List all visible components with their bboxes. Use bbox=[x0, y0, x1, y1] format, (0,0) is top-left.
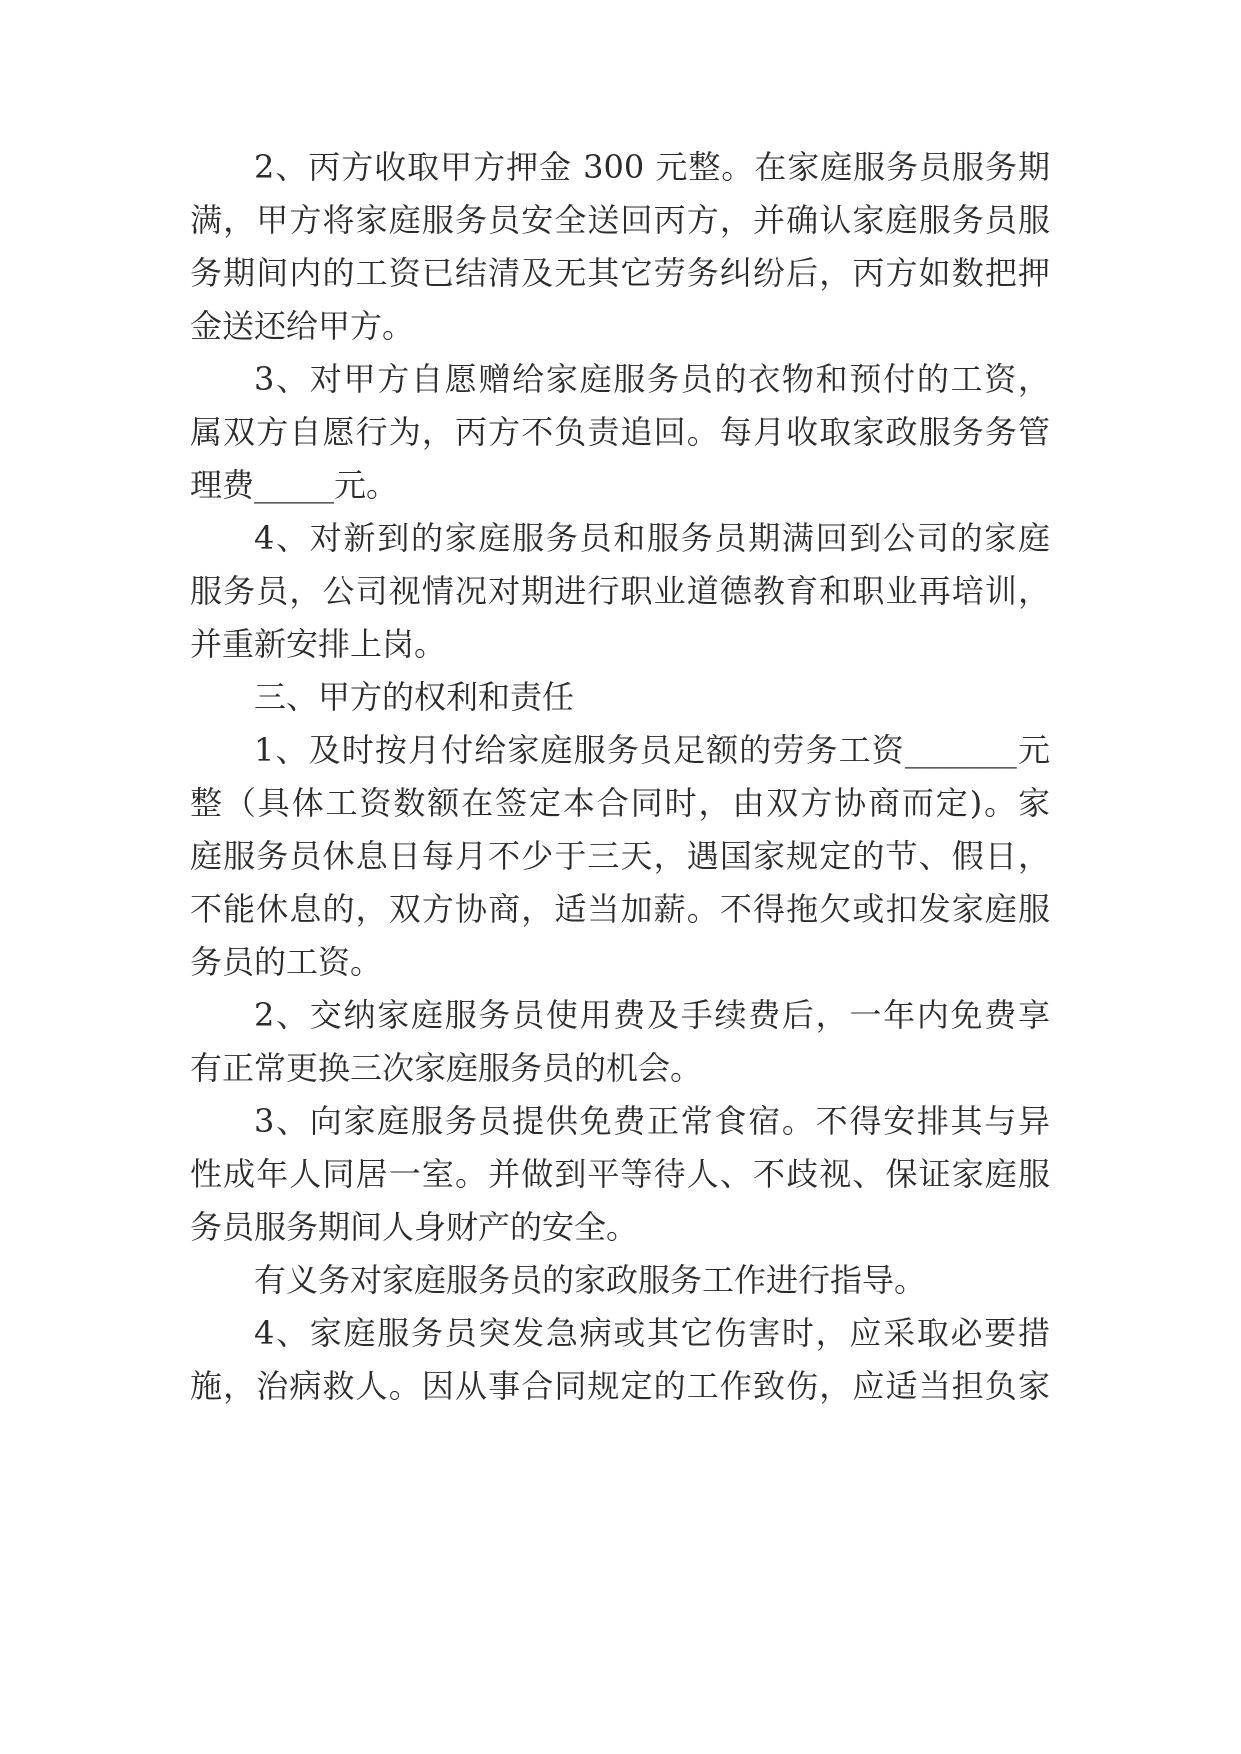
text-line: 施，治病救人。因从事合同规定的工作致伤，应适当担负家 bbox=[190, 1367, 1050, 1405]
text-line: 庭服务员休息日每月不少于三天，遇国家规定的节、假日， bbox=[190, 837, 1050, 875]
text-line: 3、对甲方自愿赠给家庭服务员的衣物和预付的工资， bbox=[254, 360, 1050, 398]
text-line: 有正常更换三次家庭服务员的机会。 bbox=[190, 1049, 703, 1087]
text-line: 2、丙方收取甲方押金 300 元整。在家庭服务员服务期 bbox=[254, 148, 1050, 186]
text-line: 服务员，公司视情况对期进行职业道德教育和职业再培训， bbox=[190, 572, 1050, 610]
text-line: 有义务对家庭服务员的家政服务工作进行指导。 bbox=[254, 1261, 927, 1299]
text-line: 务期间内的工资已结清及无其它劳务纠纷后，丙方如数把押 bbox=[190, 254, 1050, 292]
text-line: 务员服务期间人身财产的安全。 bbox=[190, 1208, 639, 1246]
text-line: 3、向家庭服务员提供免费正常食宿。不得安排其与异 bbox=[254, 1102, 1050, 1140]
text-line: 性成年人同居一室。并做到平等待人、不歧视、保证家庭服 bbox=[190, 1155, 1050, 1193]
text-line: 整（具体工资数额在签定本合同时，由双方协商而定)。家 bbox=[190, 784, 1050, 822]
section-heading: 三、甲方的权利和责任 bbox=[254, 678, 575, 716]
text-line: 4、对新到的家庭服务员和服务员期满回到公司的家庭 bbox=[254, 519, 1050, 557]
text-line: 1、及时按月付给家庭服务员足额的劳务工资_______元 bbox=[254, 731, 1050, 769]
text-line: 4、家庭服务员突发急病或其它伤害时，应采取必要措 bbox=[254, 1314, 1050, 1352]
text-line: 并重新安排上岗。 bbox=[190, 625, 447, 663]
text-line: 理费_____元。 bbox=[190, 466, 399, 504]
text-line: 金送还给甲方。 bbox=[190, 307, 415, 345]
text-line: 满，甲方将家庭服务员安全送回丙方，并确认家庭服务员服 bbox=[190, 201, 1050, 239]
text-line: 不能休息的，双方协商，适当加薪。不得拖欠或扣发家庭服 bbox=[190, 890, 1050, 928]
text-line: 务员的工资。 bbox=[190, 943, 383, 981]
text-line: 属双方自愿行为，丙方不负责追回。每月收取家政服务务管 bbox=[190, 413, 1050, 451]
text-line: 2、交纳家庭服务员使用费及手续费后，一年内免费享 bbox=[254, 996, 1050, 1034]
